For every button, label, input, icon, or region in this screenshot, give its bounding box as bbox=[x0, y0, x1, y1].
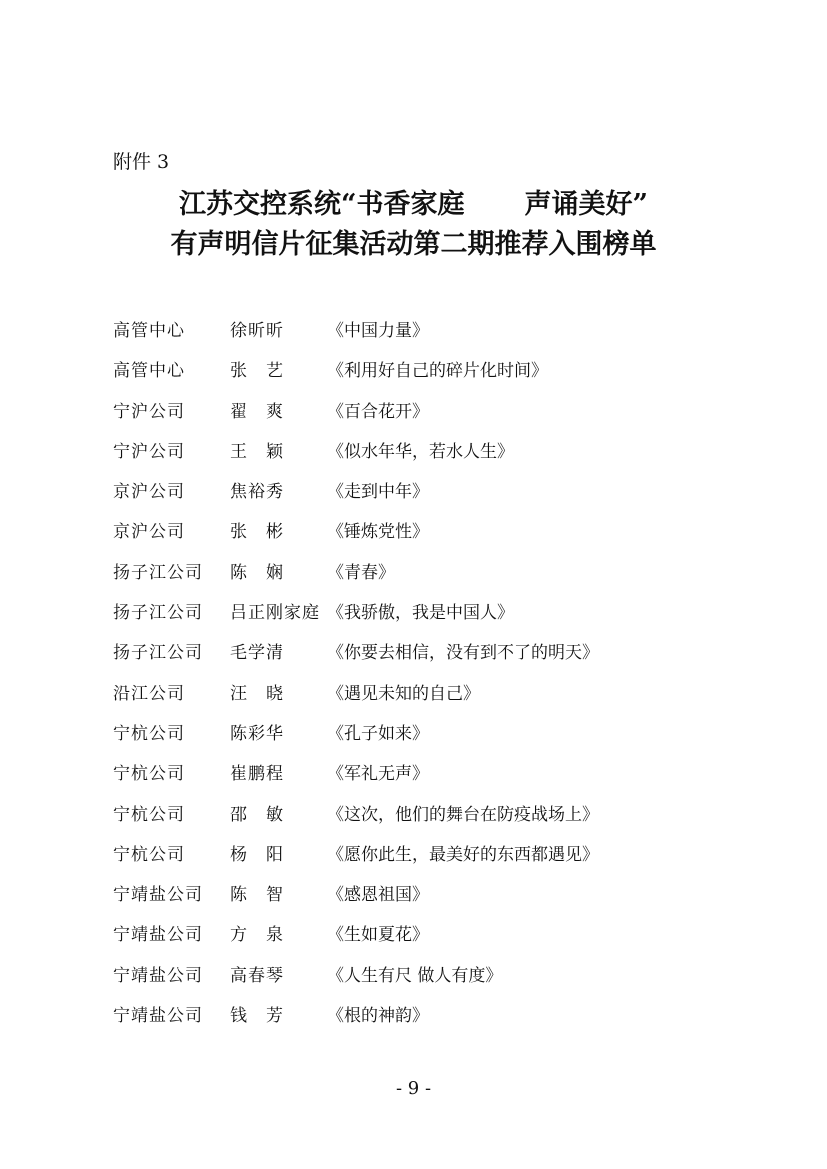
entry-work-title: 《利用好自己的碎片化时间》 bbox=[327, 361, 548, 382]
entry-name: 焦裕秀 bbox=[230, 482, 284, 503]
list-item bbox=[113, 761, 733, 801]
entry-name: 杨 阳 bbox=[230, 844, 284, 865]
entry-name: 张 彬 bbox=[230, 522, 284, 543]
entry-unit: 扬子江公司 bbox=[113, 603, 203, 624]
entry-name: 汪 晓 bbox=[230, 683, 284, 704]
entry-name: 邵 敏 bbox=[230, 804, 284, 825]
entry-name: 陈 智 bbox=[230, 885, 284, 906]
entry-name: 崔鹏程 bbox=[230, 764, 284, 785]
entry-work-title: 《军礼无声》 bbox=[327, 764, 429, 785]
entry-work-title: 《我骄傲，我是中国人》 bbox=[327, 603, 514, 624]
entry-unit: 高管中心 bbox=[113, 321, 185, 341]
list-item bbox=[113, 681, 733, 721]
document-title-line-1 bbox=[0, 187, 827, 223]
list-item bbox=[113, 1003, 733, 1043]
list-item bbox=[113, 479, 733, 519]
entry-work-title: 《根的神韵》 bbox=[327, 1006, 429, 1027]
entry-work-title: 《遇见未知的自己》 bbox=[327, 683, 480, 704]
entry-name: 方 泉 bbox=[230, 925, 284, 946]
entry-name: 王 颖 bbox=[230, 441, 284, 462]
list-item bbox=[113, 399, 733, 439]
entry-work-title: 《你要去相信，没有到不了的明天》 bbox=[327, 643, 599, 664]
entry-work-title: 《孔子如来》 bbox=[327, 723, 429, 744]
entry-work-title: 《锤炼党性》 bbox=[327, 522, 429, 543]
entry-work-title: 《人生有尺 做人有度》 bbox=[327, 965, 503, 986]
entry-work-title: 《走到中年》 bbox=[327, 482, 429, 503]
entry-name: 翟 爽 bbox=[230, 401, 284, 422]
entry-unit: 宁杭公司 bbox=[113, 764, 185, 785]
title-line-1-part-1: 江苏交控系统“书香家庭 bbox=[178, 189, 465, 220]
nominee-list bbox=[113, 318, 733, 1043]
entry-work-title: 《感恩祖国》 bbox=[327, 885, 429, 906]
list-item bbox=[113, 721, 733, 761]
entry-name: 张 艺 bbox=[230, 361, 284, 382]
entry-unit: 沿江公司 bbox=[113, 683, 185, 704]
list-item bbox=[113, 600, 733, 640]
entry-name: 高春琴 bbox=[230, 965, 284, 986]
list-item bbox=[113, 802, 733, 842]
entry-unit: 宁杭公司 bbox=[113, 844, 185, 865]
entry-unit: 高管中心 bbox=[113, 361, 185, 382]
entry-work-title: 《中国力量》 bbox=[327, 321, 429, 341]
title-line-1-part-2: 声诵美好” bbox=[524, 189, 649, 220]
list-item bbox=[113, 318, 733, 358]
entry-work-title: 《青春》 bbox=[327, 562, 395, 583]
list-item bbox=[113, 519, 733, 559]
entry-name: 吕正刚家庭 bbox=[230, 603, 320, 624]
entry-unit: 宁靖盐公司 bbox=[113, 1006, 203, 1027]
entry-unit: 宁靖盐公司 bbox=[113, 965, 203, 986]
entry-unit: 宁沪公司 bbox=[113, 441, 185, 462]
list-item bbox=[113, 922, 733, 962]
entry-unit: 扬子江公司 bbox=[113, 643, 203, 664]
entry-unit: 宁杭公司 bbox=[113, 804, 185, 825]
entry-work-title: 《百合花开》 bbox=[327, 401, 429, 422]
entry-name: 钱 芳 bbox=[230, 1006, 284, 1027]
entry-name: 徐昕昕 bbox=[230, 321, 284, 341]
entry-name: 陈彩华 bbox=[230, 723, 284, 744]
entry-work-title: 《似水年华，若水人生》 bbox=[327, 441, 514, 462]
list-item bbox=[113, 882, 733, 922]
entry-unit: 宁靖盐公司 bbox=[113, 885, 203, 906]
attachment-label: 附件 3 bbox=[113, 151, 170, 173]
list-item bbox=[113, 358, 733, 398]
list-item bbox=[113, 640, 733, 680]
list-item bbox=[113, 439, 733, 479]
entry-unit: 宁沪公司 bbox=[113, 401, 185, 422]
entry-unit: 扬子江公司 bbox=[113, 562, 203, 583]
entry-name: 毛学清 bbox=[230, 643, 284, 664]
list-item bbox=[113, 963, 733, 1003]
entry-unit: 京沪公司 bbox=[113, 522, 185, 543]
entry-work-title: 《愿你此生，最美好的东西都遇见》 bbox=[327, 844, 599, 865]
entry-unit: 宁靖盐公司 bbox=[113, 925, 203, 946]
page-number: - 9 - bbox=[395, 1078, 432, 1099]
entry-work-title: 《这次，他们的舞台在防疫战场上》 bbox=[327, 804, 599, 825]
list-item bbox=[113, 842, 733, 882]
entry-unit: 京沪公司 bbox=[113, 482, 185, 503]
document-title-line-2: 有声明信片征集活动第二期推荐入围榜单 bbox=[170, 229, 657, 260]
entry-work-title: 《生如夏花》 bbox=[327, 925, 429, 946]
entry-unit: 宁杭公司 bbox=[113, 723, 185, 744]
list-item bbox=[113, 560, 733, 600]
entry-name: 陈 娴 bbox=[230, 562, 284, 583]
